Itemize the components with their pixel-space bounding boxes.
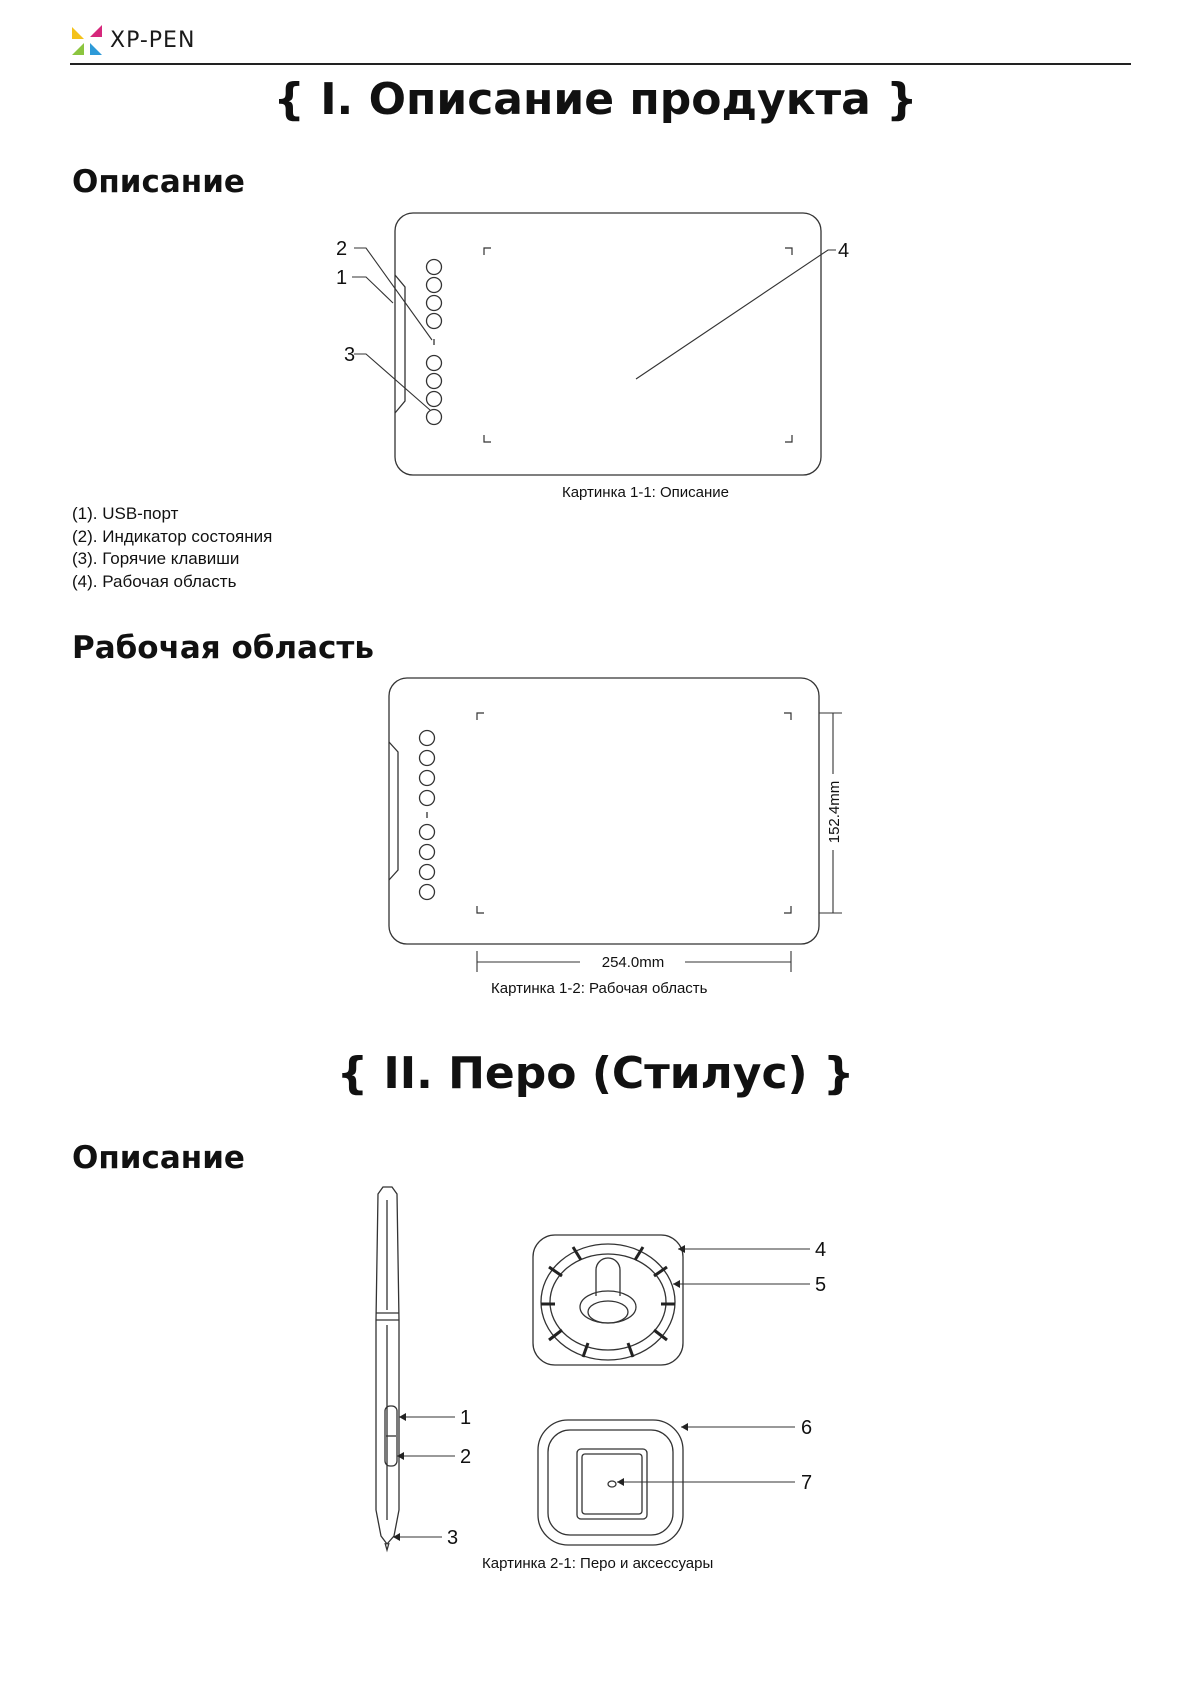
header-divider	[70, 63, 1131, 65]
brand-logo	[70, 20, 195, 60]
work-area-corners	[477, 713, 791, 913]
pen-stand	[533, 1235, 683, 1365]
section-title-pen: { II. Перо (Стилус) }	[336, 1048, 855, 1099]
xp-pen-logo-icon	[70, 23, 104, 57]
heading-work-area: Рабочая область	[72, 630, 374, 666]
heading-pen-description: Описание	[72, 1140, 245, 1176]
callout-2: 2	[336, 238, 348, 260]
height-dimension-label: 152.4mm	[826, 780, 843, 844]
work-area-corners	[484, 248, 792, 442]
usb-port	[389, 742, 398, 880]
figure-tablet-description	[330, 205, 850, 485]
logo-text: XP-PEN	[110, 27, 196, 53]
callout-7: 7	[801, 1472, 813, 1494]
figure-pen-accessories	[355, 1180, 855, 1560]
figure-1-2-caption: Картинка 1-2: Рабочая область	[491, 980, 708, 997]
legend-item-status-indicator: (2). Индикатор состояния	[72, 526, 273, 546]
description-legend	[72, 503, 272, 593]
section-title-product-description: { I. Описание продукта }	[273, 74, 918, 125]
legend-item-usb-port: (1). USB-порт	[72, 504, 179, 523]
callout-4: 4	[815, 1239, 827, 1261]
callout-2: 2	[460, 1446, 472, 1468]
callout-lines	[393, 1249, 813, 1537]
callout-1: 1	[460, 1407, 472, 1429]
tablet-body	[395, 213, 821, 475]
nib-remover-hole	[608, 1481, 616, 1487]
tablet-body	[389, 678, 819, 944]
callout-6: 6	[801, 1417, 813, 1439]
stylus	[376, 1187, 399, 1550]
callout-1: 1	[336, 267, 348, 289]
heading-description: Описание	[72, 164, 245, 200]
callout-arrows	[393, 1245, 688, 1541]
figure-work-area	[380, 670, 850, 985]
callout-3: 3	[447, 1527, 459, 1549]
callout-3: 3	[344, 344, 356, 366]
figure-2-1-caption: Картинка 2-1: Перо и аксессуары	[482, 1555, 714, 1572]
callout-lines	[352, 248, 836, 410]
nib-slots	[541, 1247, 675, 1357]
callout-5: 5	[815, 1274, 827, 1296]
figure-1-1-caption: Картинка 1-1: Описание	[561, 484, 730, 501]
legend-item-hotkeys: (3). Горячие клавиши	[72, 549, 240, 568]
width-dimension-label: 254.0mm	[601, 954, 665, 971]
legend-item-work-area: (4). Рабочая область	[72, 571, 237, 591]
callout-4: 4	[838, 240, 850, 262]
